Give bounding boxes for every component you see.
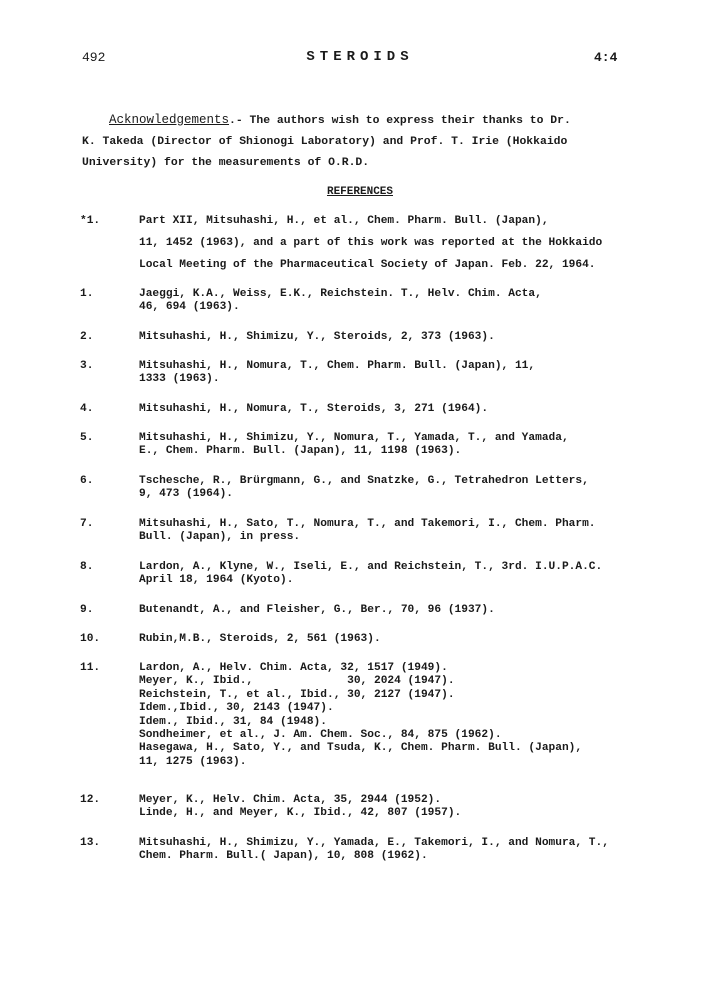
reference-line: Lardon, A., Klyne, W., Iseli, E., and Reichstein, T., 3rd. I.U.P.A.C. bbox=[139, 561, 603, 573]
reference-line: Butenandt, A., and Fleisher, G., Ber., 70, 96 (1937). bbox=[139, 604, 495, 616]
reference-number: 13. bbox=[80, 837, 101, 849]
reference-line: Mitsuhashi, H., Nomura, T., Steroids, 3, 271 (1964). bbox=[139, 403, 489, 415]
reference-line: 9, 473 (1964). bbox=[139, 488, 233, 501]
reference-text bbox=[139, 662, 659, 769]
reference-line: Part XII, Mitsuhashi, H., et al., Chem. Pharm. Bull. (Japan), bbox=[139, 215, 549, 227]
reference-text bbox=[139, 633, 659, 646]
reference-text bbox=[139, 794, 659, 821]
reference-line: Mitsuhashi, H., Shimizu, Y., Yamada, E., Takemori, I., and Nomura, T., bbox=[139, 837, 609, 849]
reference-number: 8. bbox=[80, 561, 94, 573]
reference-line: Idem., Ibid., 31, 84 (1948). bbox=[139, 715, 327, 728]
reference-text bbox=[139, 475, 659, 502]
reference-text bbox=[139, 837, 659, 864]
reference-number: 2. bbox=[80, 331, 94, 343]
reference-text bbox=[139, 432, 659, 459]
volume-issue: 4:4 bbox=[594, 50, 618, 65]
reference-number: 10. bbox=[80, 633, 101, 645]
reference-number: 9. bbox=[80, 604, 94, 616]
reference-line: Tschesche, R., Brürgmann, G., and Snatzke, G., Tetrahedron Letters, bbox=[139, 475, 589, 487]
reference-text bbox=[139, 360, 659, 387]
reference-line: Hasegawa, H., Sato, Y., and Tsuda, K., Chem. Pharm. Bull. (Japan), bbox=[139, 742, 583, 755]
reference-number: 7. bbox=[80, 518, 94, 530]
reference-text bbox=[139, 331, 659, 344]
reference-line: Chem. Pharm. Bull.( Japan), 10, 808 (1962). bbox=[139, 850, 428, 863]
reference-line: E., Chem. Pharm. Bull. (Japan), 11, 1198 (1963). bbox=[139, 445, 462, 458]
reference-number: 12. bbox=[80, 794, 101, 806]
acknowledgements-paragraph bbox=[82, 110, 642, 174]
reference-line: 11, 1452 (1963), and a part of this work was reported at the Hokkaido bbox=[139, 237, 603, 249]
reference-text bbox=[139, 288, 659, 315]
reference-number: 11. bbox=[80, 662, 101, 674]
page-header bbox=[0, 50, 720, 70]
reference-line: Mitsuhashi, H., Shimizu, Y., Nomura, T., Yamada, T., and Yamada, bbox=[139, 432, 569, 444]
reference-number: 3. bbox=[80, 360, 94, 372]
reference-line: 1333 (1963). bbox=[139, 373, 220, 386]
reference-text bbox=[139, 561, 659, 588]
reference-line: Lardon, A., Helv. Chim. Acta, 32, 1517 (1949). bbox=[139, 662, 448, 674]
reference-text bbox=[139, 604, 659, 617]
reference-number: 5. bbox=[80, 432, 94, 444]
reference-line: Local Meeting of the Pharmaceutical Society of Japan. Feb. 22, 1964. bbox=[139, 259, 596, 271]
reference-line: Idem.,Ibid., 30, 2143 (1947). bbox=[139, 702, 334, 715]
reference-line: Rubin,M.B., Steroids, 2, 561 (1963). bbox=[139, 633, 381, 645]
references-heading: REFERENCES bbox=[326, 186, 393, 198]
journal-title: STEROIDS bbox=[306, 49, 414, 65]
reference-line: Jaeggi, K.A., Weiss, E.K., Reichstein. T., Helv. Chim. Acta, bbox=[139, 288, 542, 300]
ack-line: K. Takeda (Director of Shionogi Laboratory) and Prof. T. Irie (Hokkaido bbox=[82, 136, 568, 148]
reference-number: 6. bbox=[80, 475, 94, 487]
reference-line: Meyer, K., Ibid., 30, 2024 (1947). bbox=[139, 675, 455, 688]
reference-line: Meyer, K., Helv. Chim. Acta, 35, 2944 (1952). bbox=[139, 794, 442, 806]
reference-line: 46, 694 (1963). bbox=[139, 301, 240, 314]
reference-line: Mitsuhashi, H., Shimizu, Y., Steroids, 2, 373 (1963). bbox=[139, 331, 495, 343]
reference-line: Linde, H., and Meyer, K., Ibid., 42, 807 (1957). bbox=[139, 807, 462, 820]
ack-line-text: .- The authors wish to express their thanks to Dr. bbox=[229, 115, 571, 127]
reference-line: Mitsuhashi, H., Nomura, T., Chem. Pharm. Bull. (Japan), 11, bbox=[139, 360, 536, 372]
reference-line: April 18, 1964 (Kyoto). bbox=[139, 574, 294, 587]
reference-line: 11, 1275 (1963). bbox=[139, 755, 247, 768]
ack-line bbox=[82, 110, 642, 132]
reference-line: Sondheimer, et al., J. Am. Chem. Soc., 84, 875 (1962). bbox=[139, 729, 502, 742]
reference-line: Bull. (Japan), in press. bbox=[139, 531, 301, 544]
reference-text bbox=[139, 210, 659, 276]
reference-line: Reichstein, T., et al., Ibid., 30, 2127 (1947). bbox=[139, 688, 455, 701]
acknowledgements-heading: Acknowledgements bbox=[109, 113, 230, 127]
page-number: 492 bbox=[82, 50, 106, 65]
reference-number: 4. bbox=[80, 403, 94, 415]
reference-number: 1. bbox=[80, 288, 94, 300]
reference-line: Mitsuhashi, H., Sato, T., Nomura, T., and Takemori, I., Chem. Pharm. bbox=[139, 518, 596, 530]
reference-text bbox=[139, 403, 659, 416]
ack-line: University) for the measurements of O.R.D. bbox=[82, 157, 370, 169]
reference-number: *1. bbox=[80, 215, 101, 227]
reference-text bbox=[139, 518, 659, 545]
